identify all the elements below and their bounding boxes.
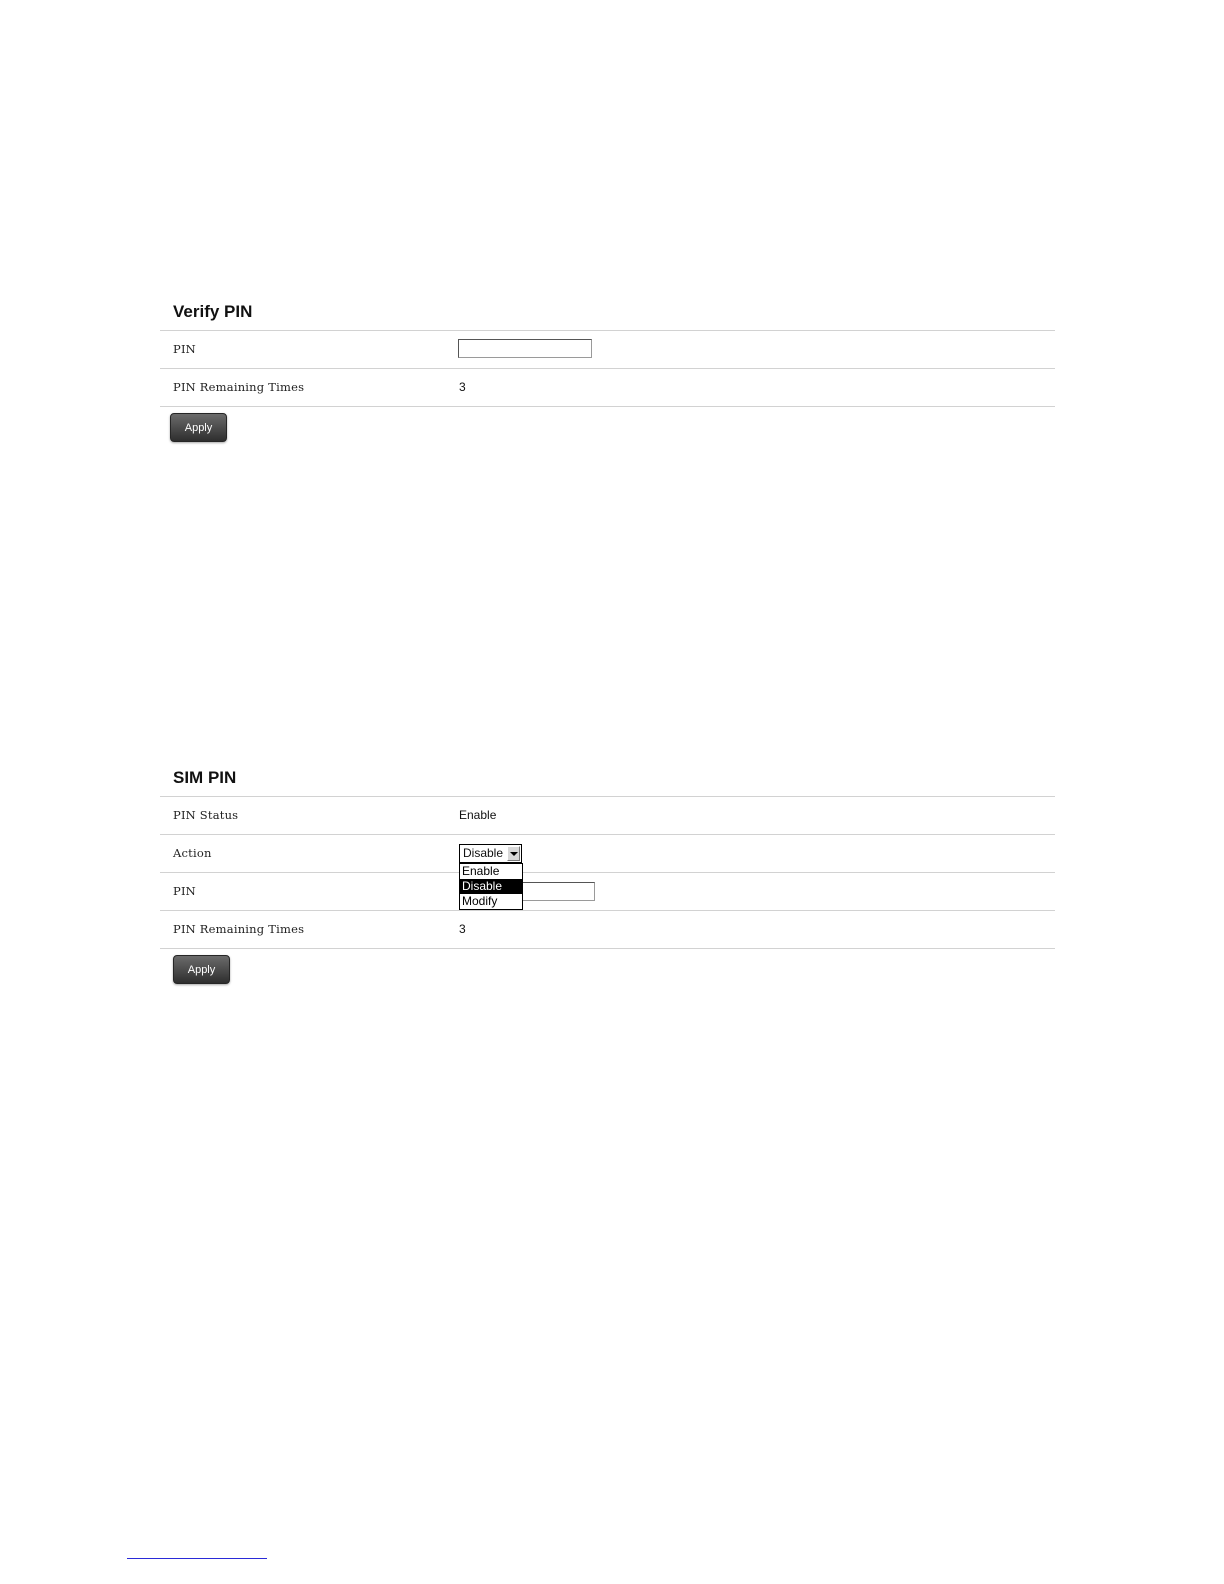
chevron-down-icon[interactable] — [507, 846, 520, 861]
pin-label: PIN — [173, 342, 196, 356]
pin-remaining-label: PIN Remaining Times — [173, 380, 305, 394]
pin-status-value: Enable — [459, 808, 497, 822]
pin-status-label: PIN Status — [173, 808, 239, 822]
verify-pin-panel — [160, 296, 1055, 434]
sim-pin-apply-button[interactable]: Apply — [173, 955, 230, 984]
sim-pin-row-pin — [160, 873, 1055, 911]
action-dropdown-list — [459, 863, 523, 910]
verify-pin-row-pin — [160, 331, 1055, 369]
sim-pin-remaining-value: 3 — [459, 922, 466, 936]
sim-pin-row-status — [160, 797, 1055, 835]
sim-pin-row-action — [160, 835, 1055, 873]
verify-pin-apply-button[interactable]: Apply — [170, 413, 227, 442]
verify-pin-input[interactable] — [458, 339, 592, 358]
action-select-value: Disable — [463, 846, 504, 860]
sim-pin-remaining-label: PIN Remaining Times — [173, 922, 305, 936]
footnote-separator — [127, 1558, 267, 1559]
action-option-disable[interactable]: Disable — [460, 879, 522, 894]
verify-pin-title: Verify PIN — [160, 296, 1055, 331]
pin-remaining-value: 3 — [459, 380, 466, 394]
verify-pin-row-remaining — [160, 369, 1055, 407]
sim-pin-label: PIN — [173, 884, 196, 898]
action-label: Action — [173, 846, 212, 860]
sim-pin-row-remaining — [160, 911, 1055, 949]
action-option-modify[interactable]: Modify — [462, 894, 498, 908]
action-option-enable[interactable]: Enable — [462, 864, 500, 878]
action-select[interactable] — [459, 844, 522, 863]
sim-pin-panel — [160, 762, 1055, 976]
sim-pin-title: SIM PIN — [160, 762, 1055, 797]
